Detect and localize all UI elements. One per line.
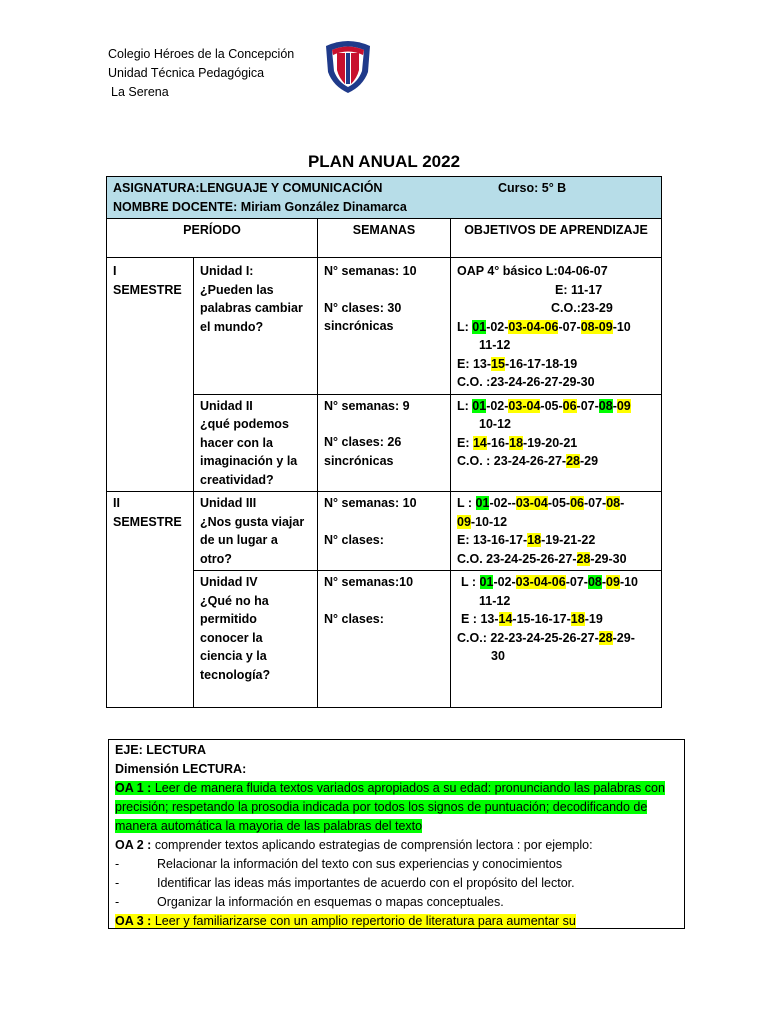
unit-line: el mundo? xyxy=(200,319,264,334)
objective-line: OAP 4° básico L:04-06-07 xyxy=(457,264,608,278)
list-item xyxy=(115,874,678,893)
objectives-cell xyxy=(451,492,662,571)
list-item-text: Identificar las ideas más importantes de acuerdo con el propósito del lector. xyxy=(157,876,575,890)
objective-line: C.O. : 23-24-26-27-28-29 xyxy=(457,454,599,468)
unit-line: permitido xyxy=(200,612,257,626)
objective-line: E: 11-17 xyxy=(555,282,603,297)
objective-line: 30 xyxy=(491,649,505,663)
unit-line: ¿Nos gusta viajar xyxy=(200,514,305,529)
weeks-count: N° semanas: 9 xyxy=(324,398,410,413)
objective-line: E : 13-14-15-16-17-18-19 xyxy=(461,612,603,626)
axis-title: EJE: LECTURA xyxy=(115,743,206,757)
weeks-cell xyxy=(318,394,451,492)
unit-line: tecnología? xyxy=(200,667,271,682)
unit-cell xyxy=(194,571,318,708)
period-header: PERÍODO xyxy=(107,219,318,258)
unit-line: conocer la xyxy=(200,630,263,645)
school-header xyxy=(108,45,294,102)
objectives-header: OBJETIVOS DE APRENDIZAJE xyxy=(451,219,662,258)
unit-line: Unidad III xyxy=(200,496,257,510)
list-item-text: Organizar la información en esquemas o mapas conceptuales. xyxy=(157,895,504,909)
info-cell xyxy=(107,177,662,219)
classes-count: N° clases: 30 xyxy=(324,300,402,315)
unit-line: ¿Qué no ha xyxy=(200,593,269,608)
objective-line: E: 14-16-18-19-20-21 xyxy=(457,435,578,450)
unit-line: creatividad? xyxy=(200,472,274,487)
unit-line: otro? xyxy=(200,551,232,566)
school-unit: Unidad Técnica Pedagógica xyxy=(108,66,265,80)
unit-line: Unidad I: xyxy=(200,264,254,278)
weeks-cell xyxy=(318,571,451,708)
objective-line: C.O.: 22-23-24-25-26-27-28-29- xyxy=(457,630,635,645)
table-row xyxy=(107,258,662,395)
unit-line: palabras cambiar xyxy=(200,301,303,315)
oa1-text: Leer de manera fluida textos variados apropiados a su edad: pronunciando las palabras con precisión; respetando la prosodia indicada por todos los signos de puntuación; decodificando de manera automática la mayoria de las palabras del texto xyxy=(115,781,665,833)
objective-line: 11-12 xyxy=(479,338,511,352)
unit-cell xyxy=(194,394,318,492)
objective-line: C.O.:23-29 xyxy=(551,301,613,315)
oa2-paragraph xyxy=(115,836,678,855)
objective-line: E: 13-16-17-18-19-21-22 xyxy=(457,533,596,547)
reading-axis-box xyxy=(108,739,685,929)
course-label: Curso: 5° B xyxy=(498,181,567,195)
classes-type: sincrónicas xyxy=(324,453,394,468)
weeks-count: N° semanas:10 xyxy=(324,575,414,589)
objectives-cell xyxy=(451,571,662,708)
semester-label: SEMESTRE xyxy=(113,514,182,529)
bullet-mark: - xyxy=(115,876,120,890)
objective-line: L : 01-02-03-04-06-07-08-09-10 xyxy=(461,575,639,589)
oa3-paragraph xyxy=(115,912,678,929)
unit-cell xyxy=(194,258,318,395)
annual-plan-table xyxy=(106,176,662,708)
subject-label: ASIGNATURA:LENGUAJE Y COMUNICACIÓN xyxy=(113,181,383,195)
semester-cell xyxy=(107,492,194,708)
bullet-mark: - xyxy=(115,857,120,871)
weeks-header: SEMANAS xyxy=(318,219,451,258)
weeks-count: N° semanas: 10 xyxy=(324,264,417,278)
table-row xyxy=(107,492,662,571)
unit-line: hacer con la xyxy=(200,435,273,450)
unit-line: ¿qué podemos xyxy=(200,417,289,431)
oa3-label: OA 3 : xyxy=(115,914,152,928)
unit-line: ciencia y la xyxy=(200,649,267,663)
objective-line: 10-12 xyxy=(479,417,511,431)
oa1-label: OA 1 : xyxy=(115,781,152,795)
column-header-row xyxy=(107,219,662,258)
classes-count: N° clases: xyxy=(324,611,384,626)
weeks-cell xyxy=(318,258,451,395)
list-item xyxy=(115,855,678,874)
objective-line: 11-12 xyxy=(479,593,511,608)
objective-line: C.O. :23-24-26-27-29-30 xyxy=(457,375,595,389)
oa3-text: Leer y familiarizarse con un amplio repertorio de literatura para aumentar su xyxy=(151,914,576,928)
weeks-count: N° semanas: 10 xyxy=(324,496,417,510)
objective-line: L : 01-02--03-04-05-06-07-08- xyxy=(457,496,625,510)
objective-line: L: 01-02-03-04-06-07-08-09-10 xyxy=(457,319,631,334)
oa2-text: comprender textos aplicando estrategias de comprensión lectora : por ejemplo: xyxy=(151,838,593,852)
objective-line: 09-10-12 xyxy=(457,514,508,529)
unit-line: imaginación y la xyxy=(200,454,298,468)
school-name: Colegio Héroes de la Concepción xyxy=(108,47,295,61)
objective-line: E: 13-15-16-17-18-19 xyxy=(457,356,578,371)
classes-type: sincrónicas xyxy=(324,319,394,333)
unit-line: Unidad II xyxy=(200,398,253,413)
info-row xyxy=(107,177,662,219)
objectives-cell xyxy=(451,258,662,395)
list-item xyxy=(115,893,678,912)
semester-label: I SEMESTRE xyxy=(113,264,182,297)
page-title: PLAN ANUAL 2022 xyxy=(307,152,461,171)
bullet-mark: - xyxy=(115,895,120,909)
classes-count: N° clases: 26 xyxy=(324,435,402,449)
objectives-cell xyxy=(451,394,662,492)
classes-count: N° clases: xyxy=(324,532,384,547)
school-city: La Serena xyxy=(111,85,169,99)
oa2-label: OA 2 : xyxy=(115,838,152,852)
objective-line: C.O. 23-24-25-26-27-28-29-30 xyxy=(457,551,627,566)
unit-cell xyxy=(194,492,318,571)
weeks-cell xyxy=(318,492,451,571)
semester-cell xyxy=(107,258,194,492)
dimension-title: Dimensión LECTURA: xyxy=(115,762,247,776)
unit-line: Unidad IV xyxy=(200,575,258,589)
school-crest-logo xyxy=(323,38,373,94)
semester-label: II xyxy=(113,496,120,510)
teacher-label: NOMBRE DOCENTE: Miriam González Dinamarca xyxy=(113,199,407,214)
unit-line: de un lugar a xyxy=(200,533,278,547)
oa1-paragraph xyxy=(115,779,678,836)
unit-line: ¿Pueden las xyxy=(200,282,274,297)
objective-line: L: 01-02-03-04-05-06-07-08-09 xyxy=(457,398,631,413)
list-item-text: Relacionar la información del texto con sus experiencias y conocimientos xyxy=(157,857,563,871)
